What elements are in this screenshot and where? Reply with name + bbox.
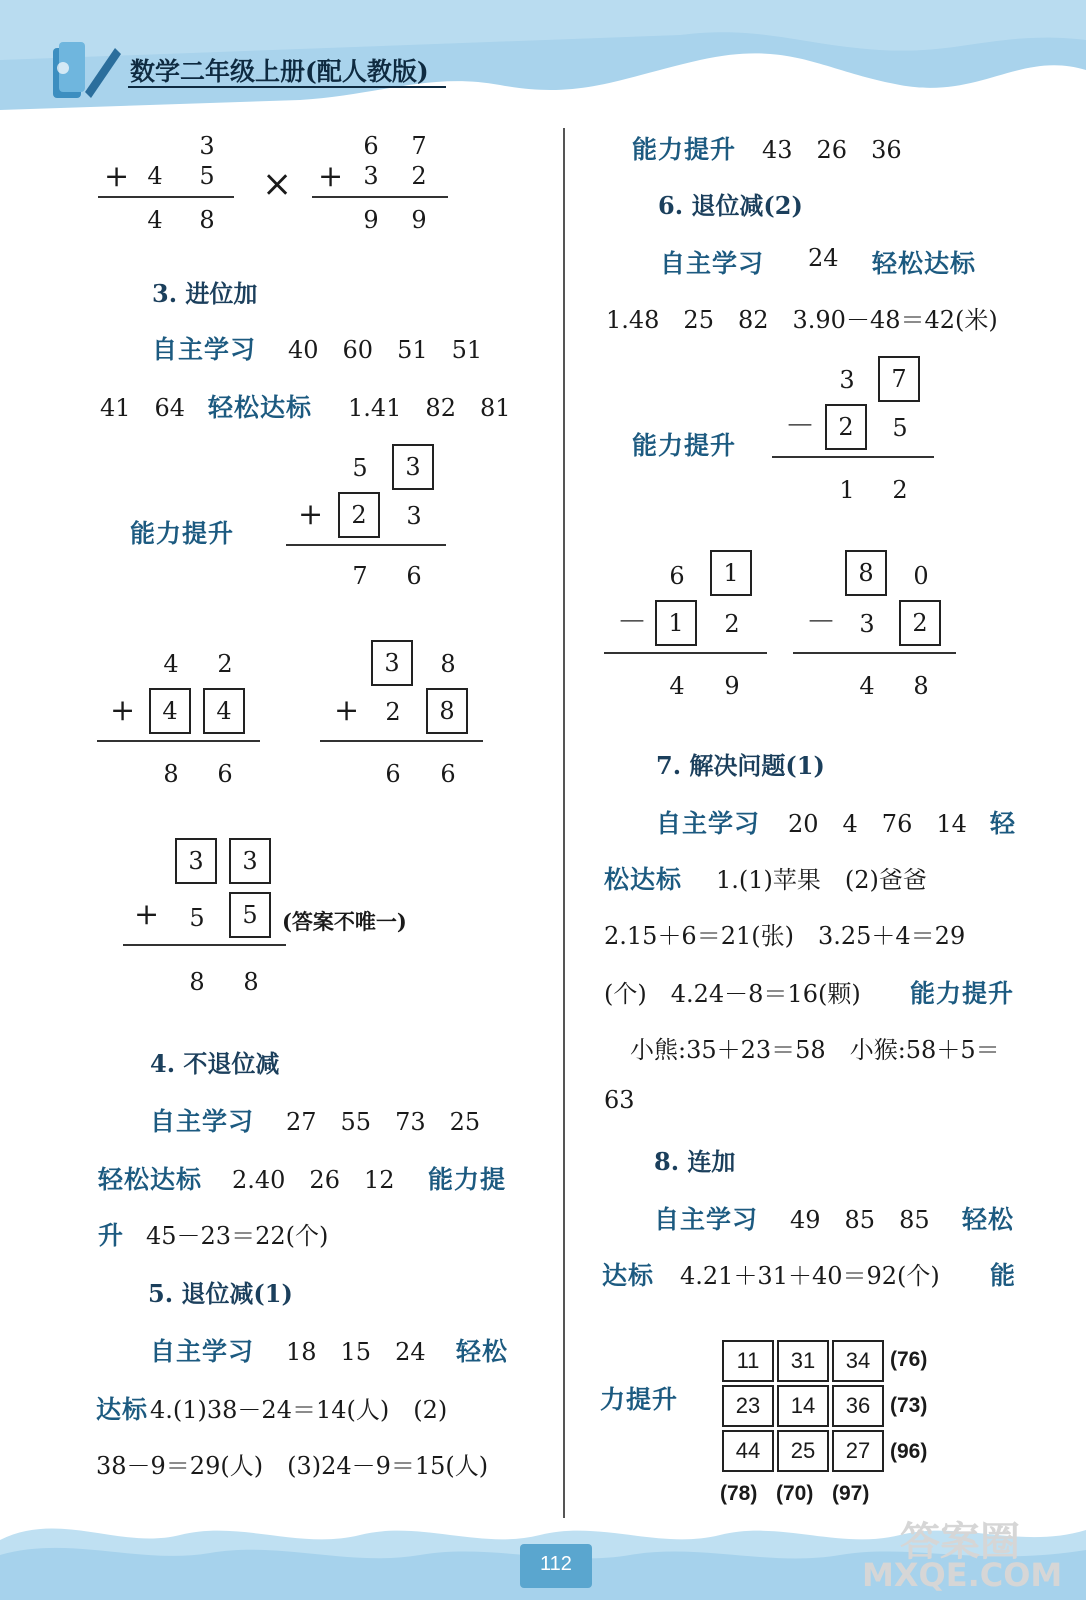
section-5-title: 5. 退位减(1) (148, 1279, 293, 1308)
s8-zizhu-label: 自主学习 (654, 1205, 759, 1234)
s3-zizhu-label: 自主学习 (152, 335, 257, 364)
column-divider (563, 128, 565, 1518)
s5-line3-text: 38－9＝29(人) (3)24－9＝15(人) (96, 1452, 489, 1480)
s5-zizhu-label: 自主学习 (150, 1337, 255, 1366)
s3-qingsong-nums: 1.41 82 81 (348, 394, 511, 422)
s4-ability-text: 45－23＝22(个) (146, 1222, 329, 1250)
header-title: 数学二年级上册(配人教版) (130, 57, 429, 86)
row-sum: (96) (890, 1440, 928, 1463)
s7-line5-text: 小熊:35＋23＝58 小猴:58＋5＝ (630, 1036, 1000, 1064)
s7-zizhu-nums: 20 4 76 14 (788, 810, 967, 838)
s6-qingsong-label: 轻松达标 (872, 249, 977, 278)
book-logo-icon (45, 28, 125, 108)
s4-qingsong-label: 轻松达标 (98, 1165, 203, 1194)
s3-line2-pre: 41 64 (100, 394, 186, 422)
s8-qingsong-label-a: 轻松 (962, 1205, 1015, 1234)
s4-qingsong-nums: 2.40 26 12 (232, 1166, 395, 1194)
s5-qingsong-label-b: 达标 (96, 1395, 149, 1424)
row-sum: (76) (890, 1348, 928, 1371)
s6-ability-label: 能力提升 (632, 431, 737, 460)
col-sum: (70) (776, 1482, 814, 1505)
col-sum: (97) (832, 1482, 870, 1505)
r-top-ability-label: 能力提升 (632, 135, 737, 164)
s7-line2-text: 1.(1)苹果 (2)爸爸 (716, 866, 927, 894)
grid-cell: 44 (722, 1430, 774, 1472)
s7-qingsong-label-b: 松达标 (604, 865, 683, 894)
s6-zizhu-label: 自主学习 (660, 249, 765, 278)
s8-line2-text: 4.21＋31＋40＝92(个) (680, 1262, 940, 1290)
section-6-title: 6. 退位减(2) (658, 191, 803, 220)
section-7-title: 7. 解决问题(1) (656, 751, 825, 780)
s4-zizhu-nums: 27 55 73 25 (286, 1108, 481, 1136)
grid-cell: 27 (832, 1430, 884, 1472)
s3-qingsong-label: 轻松达标 (208, 393, 313, 422)
s7-line6-text: 63 (604, 1086, 635, 1114)
s8-qingsong-label-b: 达标 (602, 1261, 655, 1290)
s7-line3-text: 2.15＋6＝21(张) 3.25＋4＝29 (604, 922, 966, 950)
s5-qingsong-label-a: 轻松 (456, 1337, 509, 1366)
section-8-title: 8. 连加 (654, 1147, 736, 1176)
grid-cell: 14 (777, 1385, 829, 1427)
s7-zizhu-label: 自主学习 (656, 809, 761, 838)
s8-zizhu-nums: 49 85 85 (790, 1206, 930, 1234)
s3-zizhu-nums: 40 60 51 51 (288, 336, 483, 364)
grid-cell: 31 (777, 1340, 829, 1382)
s8-ability-label-a: 能 (990, 1261, 1017, 1290)
s4-zizhu-label: 自主学习 (150, 1107, 255, 1136)
header-underline (128, 86, 446, 88)
s7-ability-label: 能力提升 (910, 979, 1015, 1008)
page-number: 112 (540, 1553, 572, 1575)
grid-cell: 25 (777, 1430, 829, 1472)
grid-cell: 23 (722, 1385, 774, 1427)
s3-ability-label: 能力提升 (130, 519, 235, 548)
watermark-top: 答案圈 (900, 1519, 1020, 1565)
answer-note: (答案不唯一) (282, 909, 407, 934)
s4-ability-label-b: 升 (98, 1221, 125, 1250)
grid-cell: 11 (722, 1340, 774, 1382)
s8-ability-label-b: 力提升 (600, 1385, 679, 1414)
s5-zizhu-nums: 18 15 24 (286, 1338, 426, 1366)
watermark-bottom: MXQE.COM (862, 1556, 1063, 1594)
wrong-mark: × (262, 164, 293, 205)
s4-ability-label-a: 能力提 (428, 1165, 507, 1194)
section-3-title: 3. 进位加 (152, 279, 258, 308)
s7-line4-text: (个) 4.24－8＝16(颗) (604, 980, 861, 1008)
grid-cell: 36 (832, 1385, 884, 1427)
r-top-nums: 43 26 36 (762, 136, 902, 164)
section-4-title: 4. 不退位减 (150, 1049, 280, 1078)
s7-qingsong-label-a: 轻 (990, 809, 1017, 838)
row-sum: (73) (890, 1394, 928, 1417)
grid-cell: 34 (832, 1340, 884, 1382)
col-sum: (78) (720, 1482, 758, 1505)
s5-line2-text: 4.(1)38－24＝14(人) (2) (150, 1396, 448, 1424)
s6-zizhu-num: 24 (808, 244, 839, 272)
s6-line2-text: 1.48 25 82 3.90－48＝42(米) (606, 306, 998, 334)
